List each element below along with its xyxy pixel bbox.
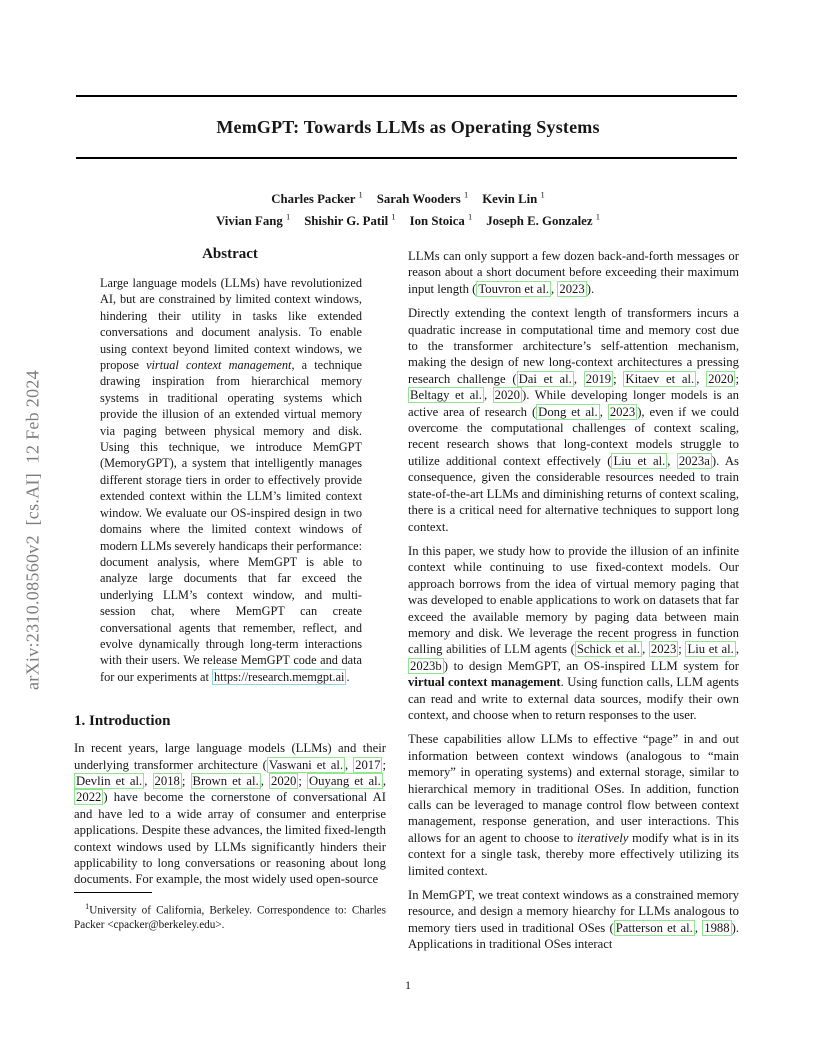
left-column xyxy=(74,246,386,896)
author-list xyxy=(0,187,816,230)
author-line xyxy=(0,208,816,229)
introduction-paragraphs xyxy=(74,740,386,888)
text-run: Directly extending the context length of transformers incurs a quadratic increase in computational time and memory cost due to the transformer architecture’s self-attention mechanism, making the design of new long-context architectures a pressing research challenge ( xyxy=(408,306,739,386)
citation-link[interactable]: 2019 xyxy=(585,371,612,386)
url-link[interactable]: https://research.memgpt.ai xyxy=(214,669,345,684)
text-run: modify what is in its context for a single task, thereby more effectively utilizing its limited context. xyxy=(408,830,739,878)
text-run: Large language models (LLMs) have revolutionized AI, but are constrained by limited context windows, hindering their utility in tasks like extended conversations and document analysis. To enable using context beyond limited context windows, we propose xyxy=(100,276,362,373)
text-run: ). Applications in traditional OSes interact xyxy=(408,920,739,952)
citation-link[interactable]: 2023a xyxy=(678,453,710,468)
citation-link[interactable]: Liu et al. xyxy=(613,453,666,468)
text-run: In MemGPT, we treat context windows as a constrained memory resource, and design a memory hiearchy for LLMs analogous to memory tiers used in traditional OSes ( xyxy=(408,888,739,935)
text-run: ; xyxy=(678,642,686,657)
author-name: Ion Stoica $^1$ xyxy=(409,211,473,228)
author-name: Joseph E. Gonzalez $^1$ xyxy=(486,211,600,228)
author-affiliation-sup: 1 xyxy=(467,211,473,222)
text-run: , xyxy=(642,642,649,657)
citation-link[interactable]: Dong et al. xyxy=(538,404,598,419)
text-run: LLMs can only support a few dozen back-and-forth messages or reason about a short document before exceeding their maximum input length ( xyxy=(408,249,739,296)
footnote-text xyxy=(74,899,386,932)
citation-link[interactable]: 2020 xyxy=(494,388,520,403)
text-run: , a technique drawing inspiration from hierarchical memory systems in traditional operating systems which provide the illusion of an extended virtual memory via paging between physical memory and disk. Using this technique, we introduce MemGPT (MemoryGPT), a system that intelligently manages different storage tiers in order to effectively provide extended context within the LLM’s limited context window. We evaluate our OS-inspired design in two domains where the limited context windows of modern LLMs severely handicaps their performance: document analysis, where MemGPT is able to analyze large documents that far exceed the underlying LLM’s context window, and multi-session chat, where MemGPT can create conversational agents that remember, reflect, and evolve dynamically through long-term interactions with their users. We release MemGPT code and data for our experiments at xyxy=(100,358,363,684)
text-run: In recent years, large language models (LLMs) and their underlying transformer architecture ( xyxy=(74,741,386,772)
page-number: 1 xyxy=(405,978,411,992)
paragraph xyxy=(408,543,739,723)
citation-link[interactable]: Dai et al. xyxy=(518,371,572,386)
citation-link[interactable]: 2017 xyxy=(355,757,381,772)
text-run: . Using function calls, LLM agents can read and write to external data sources, modify their own context, and choose when to return responses to the user. xyxy=(408,675,739,722)
text-run: , xyxy=(667,453,677,468)
text-run: ). While developing longer models is an active area of research ( xyxy=(408,388,739,419)
text-italic: virtual context management xyxy=(146,358,292,373)
author-affiliation-sup: 1 xyxy=(595,211,600,222)
citation-link[interactable]: Patterson et al. xyxy=(615,920,693,935)
author-affiliation-sup: 1 xyxy=(358,190,363,200)
citation-link[interactable]: Vaswani et al. xyxy=(268,757,344,772)
text-run: ) have become the cornerstone of conversational AI and have led to a wide array of consumer and enterprise applications. Despite these advances, the limited fixed-length context windows used by LLMs significantly hinders their applicability to long conversations or reasoning about long documents. For example, the most widely used open-source xyxy=(74,790,386,887)
text-run: , xyxy=(260,773,269,788)
paragraph xyxy=(408,248,739,297)
text-run: , xyxy=(694,920,703,935)
text-run: , xyxy=(551,281,558,296)
author-affiliation-sup: 1 xyxy=(391,211,396,222)
citation-link[interactable]: Schick et al. xyxy=(576,642,641,657)
author-name: Sarah Wooders $^1$ xyxy=(376,190,469,207)
author-name: Charles Packer $^1$ xyxy=(271,190,363,207)
paragraph xyxy=(408,731,739,879)
paragraph xyxy=(408,887,739,953)
text-run: ; xyxy=(382,757,386,772)
text-run: ). xyxy=(586,281,595,296)
text-run: University of California, Berkeley. Correspondence to: Charles Packer <cpacker@berkeley.edu>. xyxy=(74,904,386,931)
text-run: ; xyxy=(298,773,307,788)
citation-link[interactable]: 2018 xyxy=(154,773,180,788)
text-run: , xyxy=(382,773,387,788)
text-run: , xyxy=(696,371,707,386)
citation-link[interactable]: Touvron et al. xyxy=(478,281,550,296)
abstract-heading: Abstract xyxy=(202,246,258,262)
citation-link[interactable]: 2022 xyxy=(76,790,102,805)
text-italic: iteratively xyxy=(576,830,629,845)
citation-link[interactable]: 2020 xyxy=(708,371,734,386)
text-run: ; xyxy=(181,773,191,788)
paper-title: MemGPT: Towards LLMs as Operating Systems xyxy=(216,117,600,137)
author-affiliation-sup: 1 xyxy=(540,190,545,200)
title-rule-bottom xyxy=(76,157,737,159)
text-run: ; xyxy=(613,371,624,386)
citation-link[interactable]: Kitaev et al. xyxy=(625,371,695,386)
arxiv-banner: arXiv:2310.08560v2 [cs.AI] 12 Feb 2024 xyxy=(22,370,43,690)
citation-link[interactable]: Ouyang et al. xyxy=(309,773,381,788)
citation-link[interactable]: 2020 xyxy=(271,773,297,788)
author-affiliation-sup: 1 xyxy=(463,190,469,200)
citation-link[interactable]: 1988 xyxy=(704,920,730,935)
text-run: , xyxy=(144,773,153,788)
right-column xyxy=(408,248,739,961)
title-rule-top xyxy=(76,95,737,97)
author-name: Shishir G. Patil $^1$ xyxy=(304,211,396,228)
text-run: ). As consequence, given the considerable resources needed to train state-of-the-art LLMs and diminishing returns of context scaling, there is a critical need for alternative techniques to support long context. xyxy=(408,453,739,534)
text-run: , xyxy=(345,757,354,772)
text-run: , xyxy=(573,371,584,386)
citation-link[interactable]: 2023 xyxy=(559,281,585,296)
text-run: . xyxy=(346,669,350,684)
text-run: In this paper, we study how to provide the illusion of an infinite context while continuing to use fixed-context models. Our approach borrows from the idea of virtual memory paging that was developed to enable applications to work on datasets that far exceed the available memory by paging data between main memory and disk. We leverage the recent progress in function calling abilities of LLM agents ( xyxy=(408,543,739,657)
citation-link[interactable]: Brown et al. xyxy=(192,773,259,788)
paragraph xyxy=(74,740,386,888)
citation-link[interactable]: Beltagy et al. xyxy=(410,388,482,403)
text-run: These capabilities allow LLMs to effective “page” in and out information between context windows (analogous to “main memory” in operating systems) and external storage, similar to hierarchical memory in traditional OSes. In addition, function calls can be leveraged to manage control flow between context management, response generation, and user interactions. This allows for an agent to choose to xyxy=(408,732,739,845)
abstract-body xyxy=(100,275,362,685)
citation-link[interactable]: 2023 xyxy=(609,404,636,419)
citation-link[interactable]: Liu et al. xyxy=(687,642,734,657)
text-run: , xyxy=(483,388,493,403)
author-line xyxy=(0,187,816,208)
superscript: 1 xyxy=(85,901,90,911)
citation-link[interactable]: 2023 xyxy=(650,642,677,657)
citation-link[interactable]: Devlin et al. xyxy=(76,773,143,788)
footnote-rule xyxy=(74,892,152,893)
text-run: ) to design MemGPT, an OS-inspired LLM system for xyxy=(443,658,739,673)
footnote xyxy=(74,892,386,932)
text-run: , xyxy=(735,642,739,657)
citation-link[interactable]: 2023b xyxy=(410,658,442,673)
section-heading-introduction: 1. Introduction xyxy=(74,713,171,730)
paragraph xyxy=(408,305,739,535)
text-run: , xyxy=(599,404,608,419)
author-affiliation-sup: 1 xyxy=(285,211,291,222)
author-name: Kevin Lin $^1$ xyxy=(482,190,545,207)
text-run: ), even if we could overcome the computational challenges of context scaling, recent research shows that long-context models struggle to utilize additional context effectively ( xyxy=(408,404,739,468)
author-name: Vivian Fang $^1$ xyxy=(216,211,291,228)
text-run: ; xyxy=(735,371,740,386)
text-bold: virtual context management xyxy=(408,675,561,690)
